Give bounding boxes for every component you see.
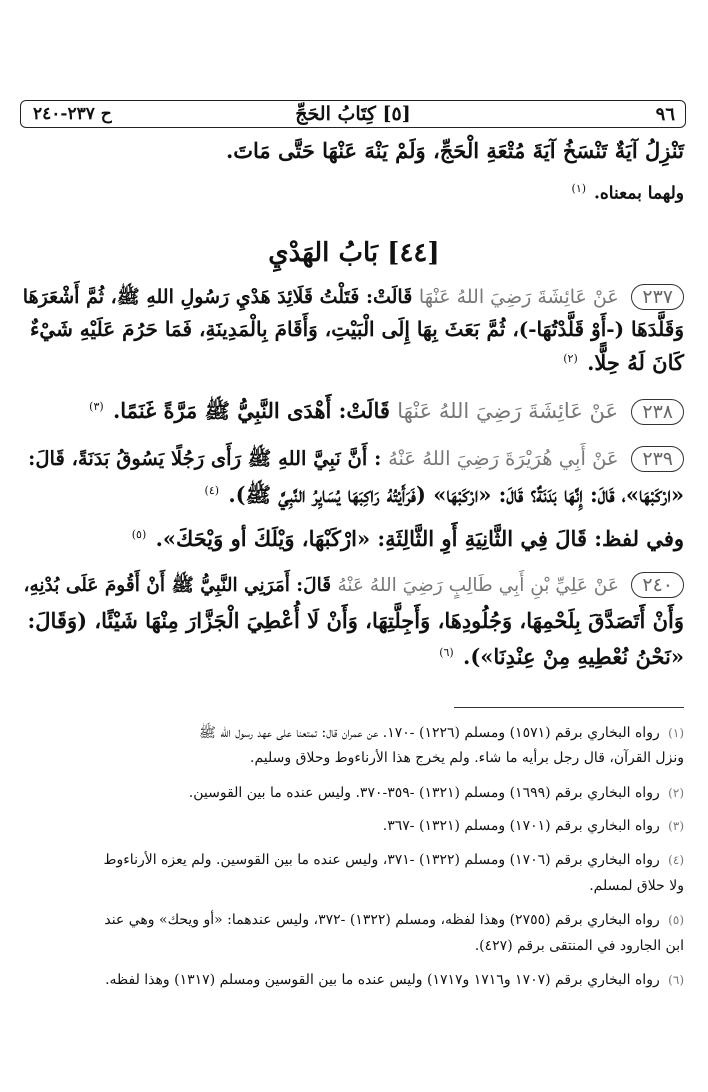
- hadith-text: قَالَتْ: أَهْدَى النَّبِيُّ ﷺ مَرَّةً غَنَمًا.: [112, 398, 390, 423]
- hadith-number-badge: ٢٣٧: [631, 284, 684, 310]
- chapter-header-title: [٥] كِتَابُ الحَجِّ: [295, 103, 411, 125]
- hadith-text: قَالَتْ: فَتَلْتُ قَلَائِدَ هَدْيِ رَسُولِ اللهِ ﷺ، ثُمَّ أَشْعَرَهَا: [22, 286, 413, 308]
- hadith-237-line: وَقَلَّدَهَا (-أَوْ قَلَّدْتُهَا-)، ثُمَّ بَعَثَ بِهَا إِلَى الْبَيْتِ، وَأَقَامَ بِالْمَدِينَةِ، فَمَا حَرُمَ عَلَيْهِ شَيْءٌ: [30, 317, 684, 341]
- footnote-mark: (٦): [668, 973, 684, 987]
- footnote-1-cont: ونزل القرآن، قال رجل برأيه ما شاء. ولم يخرج هذا الأرناءوط وحلاق وسليم.: [250, 750, 684, 766]
- hadith-number-badge: ٢٤٠: [631, 572, 684, 598]
- footnote-3: [24, 818, 684, 834]
- footnote-mark: (١): [668, 726, 684, 740]
- hadith-239-line: [24, 526, 684, 551]
- hadith-text: وفي لفظ: قَالَ فِي الثَّانِيَةِ أَوِ الثَّالِثَةِ: «ارْكَبْهَا، وَيْلَكَ أو وَيْحَكَ».: [155, 526, 684, 551]
- footnote-5: [24, 912, 684, 928]
- narrator: عَنْ عَلِيِّ بْنِ أَبِي طَالِبٍ رَضِيَ اللهُ عَنْهُ: [337, 575, 619, 596]
- footnote-separator: [454, 707, 684, 708]
- narrator: عَنْ عَائِشَةَ رَضِيَ اللهُ عَنْهَا: [397, 399, 619, 423]
- page-header: [20, 100, 686, 128]
- hadith-237-line: [24, 350, 684, 375]
- footnote-text: رواه البخاري برقم (١٧٠٧ و١٧١٦ و١٧١٧) وليس عنده ما بين القوسين ومسلم (١٣١٧) وهذا لفظه.: [105, 972, 660, 988]
- footnote-1: [24, 724, 684, 744]
- footnote-6: [24, 972, 684, 988]
- hadith-239-line: [24, 482, 684, 513]
- hadith-number-badge: ٢٣٩: [631, 446, 684, 472]
- footnote-text: رواه البخاري برقم (١٧٠١) ومسلم (١٣٢١) -٣٦٧.: [382, 818, 660, 834]
- hadith-240-line: وَأَنْ أَتَصَدَّقَ بِلَحْمِهَا، وَجُلُودِهَا، وَأَجِلَّتِهَا، وَأَنْ لَا أُعْطِيَ الْجَزَّارَ مِنْهَا شَيْئًا، (وَقَالَ:: [27, 608, 684, 633]
- footnote-2: [24, 785, 684, 801]
- text-segment: ولهما بمعناه.: [593, 183, 684, 204]
- footnote-mark: (٥): [668, 913, 684, 927]
- footnote-text: رواه البخاري برقم (١٧٠٦) ومسلم (١٣٢٢) -٣٧١، وليس عنده ما بين القوسين. ولم يعزه الأرناءوط: [103, 852, 660, 868]
- narrator: عَنْ عَائِشَةَ رَضِيَ اللهُ عَنْهَا: [418, 286, 619, 308]
- hadith-238-line: [24, 398, 684, 429]
- hadith-237-line: [24, 284, 684, 313]
- hadith-text: : أَنَّ نَبِيَّ اللهِ ﷺ رَأَى رَجُلًا يَسُوقُ بَدَنَةً، قَالَ:: [28, 447, 382, 470]
- footnote-mark: (٢): [668, 786, 684, 800]
- footnote-text: رواه البخاري برقم (٢٧٥٥) وهذا لفظه، ومسلم (١٣٢٢) -٣٧٢، وليس عندهما: «أو ويحك» وهي عند: [104, 912, 660, 928]
- footnote-ref: (٣): [89, 400, 104, 413]
- footnote-text: رواه البخاري برقم (١٥٧١) ومسلم (١٢٢٦) -١٧٠. عن عمران قال: تمتعنا على عهد رسول الله ﷺ: [199, 725, 660, 741]
- narrator: عَنْ أَبِي هُرَيْرَةَ رَضِيَ اللهُ عَنْهُ: [388, 447, 619, 470]
- hadith-239-line: [24, 446, 684, 475]
- footnote-4: [24, 852, 684, 868]
- hadith-text: كَانَ لَهُ حِلًّا.: [587, 350, 684, 375]
- footnote-ref: (٤): [204, 484, 220, 497]
- hadith-240-line: [24, 644, 684, 669]
- hadith-240-line: [24, 572, 684, 601]
- footnote-5-cont: ابن الجارود في المنتقى برقم (٤٢٧).: [474, 938, 684, 954]
- hadith-text: «نَحْنُ نُعْطِيهِ مِنْ عِنْدِنَا»).: [463, 644, 684, 669]
- page-number: ٩٦: [655, 104, 675, 125]
- footnote-text: رواه البخاري برقم (١٦٩٩) ومسلم (١٣٢١) -٣٥٩-٣٧٠. وليس عنده ما بين القوسين.: [188, 785, 660, 801]
- footnote-mark: (٣): [668, 819, 684, 833]
- hadith-text: قَالَ: أَمَرَنِي النَّبِيُّ ﷺ أَنْ أَقُومَ عَلَى بُدْنِهِ،: [23, 575, 332, 596]
- footnote-4-cont: ولا حلاق لمسلم.: [589, 878, 684, 894]
- text-line: تَنْزِلُ آيَةٌ تَنْسَخُ آيَةَ مُتْعَةِ الْحَجِّ، وَلَمْ يَنْهَ عَنْهَا حَتَّى مَاتَ.: [225, 138, 684, 163]
- hadith-range: ح ٢٣٧-٢٤٠: [33, 104, 112, 124]
- hadith-number-badge: ٢٣٨: [631, 399, 684, 425]
- hadith-text: «ارْكَبْهَا»، قَالَ: إِنَّهَا بَدَنَةٌ؟ قَالَ: «ارْكَبْهَا» (فَرَأَيْتُهُ رَاكِبَهَا يُسَايِرُ النَّبِيَّ ﷺ).: [228, 482, 684, 507]
- footnote-mark: (٤): [668, 853, 684, 867]
- footnote-ref: (٥): [131, 528, 147, 541]
- footnote-ref: (٢): [563, 352, 578, 365]
- footnote-ref: (١): [571, 182, 587, 195]
- chapter-title: [٤٤] بَابُ الهَدْيِ: [268, 238, 440, 268]
- text-line: [24, 182, 684, 204]
- footnote-ref: (٦): [439, 646, 454, 659]
